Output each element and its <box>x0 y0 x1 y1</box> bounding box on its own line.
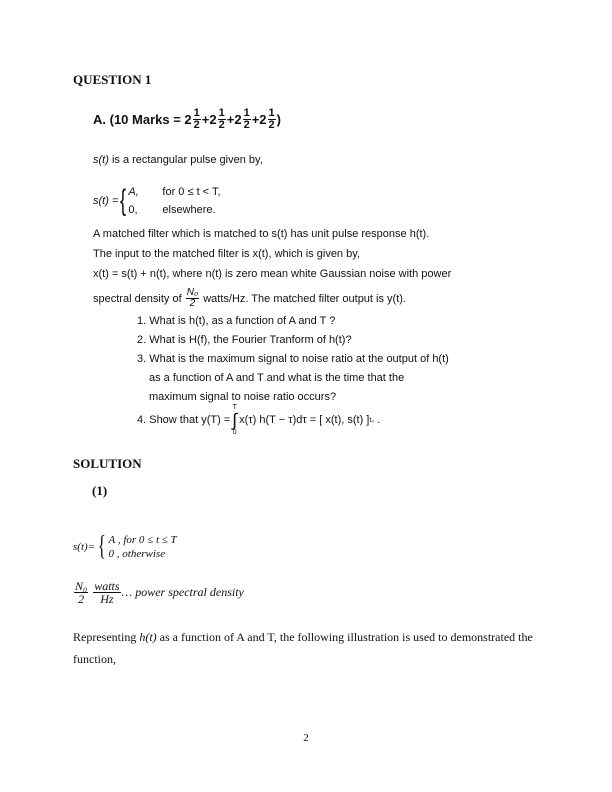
cases: A , for 0 ≤ t ≤ T 0 , otherwise <box>108 534 177 560</box>
marks-fraction: $\frac{1}{2}$ <box>218 107 225 131</box>
pulse-description: s(t) is a rectangular pulse given by, <box>93 154 263 166</box>
cases: A, for 0 ≤ t < T, 0, elsewhere. <box>128 186 221 216</box>
part-label: A. <box>93 112 106 127</box>
list-item: maximum signal to noise ratio occurs? <box>149 391 337 403</box>
list-item: 1. What is h(t), as a function of A and T ? <box>137 315 336 327</box>
list-item: as a function of A and T and what is the time that the <box>149 372 405 384</box>
page-number: 2 <box>303 732 309 744</box>
solution-definition: s(t)= { A , for 0 ≤ t ≤ T 0 , otherwise <box>73 531 177 562</box>
paragraph-line: function, <box>73 652 116 666</box>
marks-prefix: (10 Marks = 2 <box>109 112 192 127</box>
question-heading: QUESTION 1 <box>73 72 152 87</box>
paragraph-line: x(t) = s(t) + n(t), where n(t) is zero mean white Gaussian noise with power <box>93 268 452 280</box>
left-brace: { <box>97 531 106 562</box>
solution-heading: SOLUTION <box>73 456 142 471</box>
marks-fraction: $\frac{1}{2}$ <box>243 107 250 131</box>
n0-fraction: $\frac{\text{N₀}}{2}$ <box>186 287 199 309</box>
list-item: 3. What is the maximum signal to noise ratio at the output of h(t) <box>137 353 449 365</box>
paragraph-line: Representing h(t) as a function of A and T, the following illustration is used to demonstrated the <box>73 630 533 644</box>
marks-line: A. (10 Marks = 2 $\frac{1}{2}$ + 2 $\frac{1}{2}$ + 2 $\frac{1}{2}$ + 2 $\frac{1}{2}$ ) <box>93 107 281 131</box>
list-item: 2. What is H(f), the Fourier Tranform of h(t)? <box>137 334 352 346</box>
paragraph-line: A matched filter which is matched to s(t) has unit pulse response h(t). <box>93 228 430 240</box>
pulse-definition: s(t) = { A, for 0 ≤ t < T, 0, elsewhere. <box>93 184 221 217</box>
psd-line: spectral density of $\frac{\text{N₀}}{2}$ watts/Hz. The matched filter output is y(t). <box>93 287 406 309</box>
left-brace: { <box>120 184 127 217</box>
solution-psd: $\frac{\text{N₀}}{2}$ $\frac{\text{watts}}{Hz}$ … power spectral density <box>75 579 244 606</box>
solution-part: (1) <box>92 483 108 498</box>
n0-fraction: $\frac{\text{N₀}}{2}$ <box>75 579 88 606</box>
marks-fraction: $\frac{1}{2}$ <box>268 107 275 131</box>
marks-fraction: $\frac{1}{2}$ <box>193 107 200 131</box>
question-paragraph <box>93 224 451 284</box>
list-item-4: 4. Show that y(T) = T ∫ 0 x(τ) h(T − τ)dτ = [ x(t), s(t) ] t₀ . <box>137 404 381 436</box>
question-list <box>137 312 449 407</box>
solution-paragraph <box>73 626 553 670</box>
unit-fraction: $\frac{\text{watts}}{Hz}$ <box>94 579 120 606</box>
paragraph-line: The input to the matched filter is x(t), which is given by, <box>93 248 360 260</box>
integral-sign: T ∫ 0 <box>232 404 238 436</box>
question-figure <box>93 104 533 434</box>
